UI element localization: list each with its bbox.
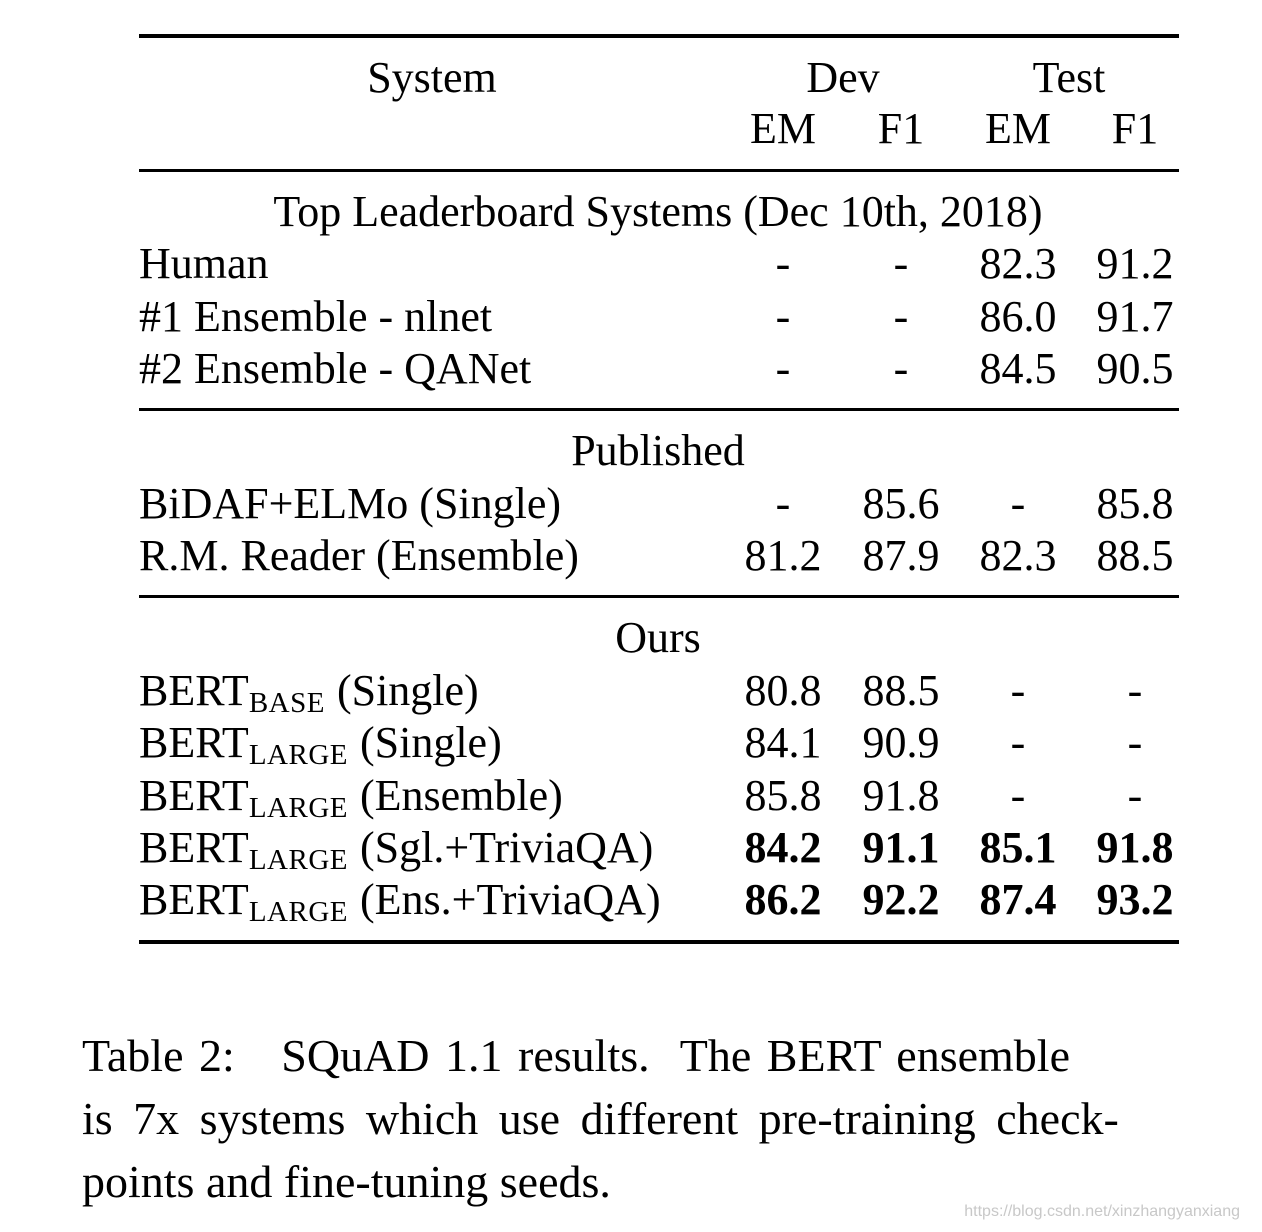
cell-test-f1: 91.8 <box>1096 823 1174 872</box>
cell-test-f1: - <box>1127 771 1143 820</box>
cell-test-em: 86.0 <box>979 292 1057 341</box>
cell-test-f1: 91.2 <box>1096 239 1174 288</box>
section-rule <box>139 595 1179 598</box>
cell-test-em: - <box>1010 479 1026 528</box>
cell-test-em: 84.5 <box>979 344 1057 393</box>
cell-dev-f1: 91.8 <box>862 771 940 820</box>
cell-test-f1: 93.2 <box>1096 875 1174 924</box>
row-name: BERTLARGE (Single) <box>139 718 502 771</box>
top-rule <box>139 34 1179 38</box>
cell-dev-em: 80.8 <box>744 666 822 715</box>
cell-dev-f1: - <box>893 239 909 288</box>
cell-dev-em: 81.2 <box>744 531 822 580</box>
cell-test-em: - <box>1010 771 1026 820</box>
cell-test-em: - <box>1010 718 1026 767</box>
header-dev: Dev <box>806 53 880 102</box>
row-name: BERTLARGE (Ens.+TriviaQA) <box>139 875 661 928</box>
cell-test-f1: 85.8 <box>1096 479 1174 528</box>
cell-test-em: 82.3 <box>979 239 1057 288</box>
cell-dev-f1: 90.9 <box>862 718 940 767</box>
cell-dev-em: - <box>775 292 791 341</box>
header-test-f1: F1 <box>1111 104 1159 153</box>
cell-dev-f1: 91.1 <box>862 823 940 872</box>
cell-test-f1: 91.7 <box>1096 292 1174 341</box>
header-rule <box>139 169 1179 172</box>
model-size-subscript: LARGE <box>248 792 348 824</box>
cell-dev-f1: 92.2 <box>862 875 940 924</box>
cell-dev-em: - <box>775 479 791 528</box>
caption-line-2: is 7x systems which use different pre-training check- <box>82 1093 1119 1144</box>
header-test-em: EM <box>985 104 1051 153</box>
cell-test-em: 82.3 <box>979 531 1057 580</box>
header-system: System <box>367 53 497 102</box>
row-name: BERTLARGE (Ensemble) <box>139 771 563 824</box>
cell-dev-em: 85.8 <box>744 771 822 820</box>
row-name: #2 Ensemble - QANet <box>139 344 532 393</box>
cell-test-em: 85.1 <box>979 823 1057 872</box>
caption-line-1: Table 2: SQuAD 1.1 results. The BERT ensemble <box>82 1030 1070 1081</box>
cell-test-f1: 88.5 <box>1096 531 1174 580</box>
cell-test-f1: - <box>1127 718 1143 767</box>
cell-dev-em: 84.2 <box>744 823 822 872</box>
cell-dev-em: - <box>775 344 791 393</box>
caption-line-3: points and fine-tuning seeds. <box>82 1156 611 1207</box>
cell-dev-f1: 88.5 <box>862 666 940 715</box>
model-size-subscript: LARGE <box>248 844 348 876</box>
cell-test-f1: - <box>1127 666 1143 715</box>
bottom-rule <box>139 940 1179 944</box>
watermark: https://blog.csdn.net/xinzhangyanxiang <box>964 1203 1240 1220</box>
section-title-leaderboard: Top Leaderboard Systems (Dec 10th, 2018) <box>273 187 1043 236</box>
cell-dev-f1: 87.9 <box>862 531 940 580</box>
row-name: BERTBASE (Single) <box>139 666 479 719</box>
cell-test-f1: 90.5 <box>1096 344 1174 393</box>
header-dev-f1: F1 <box>877 104 925 153</box>
model-size-subscript: LARGE <box>248 739 348 771</box>
cell-dev-em: 84.1 <box>744 718 822 767</box>
cell-dev-em: - <box>775 239 791 288</box>
section-title-ours: Ours <box>615 613 701 662</box>
cell-test-em: - <box>1010 666 1026 715</box>
model-size-subscript: LARGE <box>248 896 348 928</box>
row-name: #1 Ensemble - nlnet <box>139 292 493 341</box>
section-rule <box>139 408 1179 411</box>
table-caption <box>82 1024 1236 1213</box>
row-name: Human <box>139 239 269 288</box>
row-name: BiDAF+ELMo (Single) <box>139 479 562 528</box>
row-name: R.M. Reader (Ensemble) <box>139 531 579 580</box>
cell-dev-f1: - <box>893 292 909 341</box>
header-dev-em: EM <box>750 104 816 153</box>
header-test: Test <box>1032 53 1106 102</box>
section-title-published: Published <box>571 426 745 475</box>
row-name: BERTLARGE (Sgl.+TriviaQA) <box>139 823 654 876</box>
cell-dev-f1: - <box>893 344 909 393</box>
cell-test-em: 87.4 <box>979 875 1057 924</box>
cell-dev-f1: 85.6 <box>862 479 940 528</box>
model-size-subscript: BASE <box>248 687 325 719</box>
cell-dev-em: 86.2 <box>744 875 822 924</box>
